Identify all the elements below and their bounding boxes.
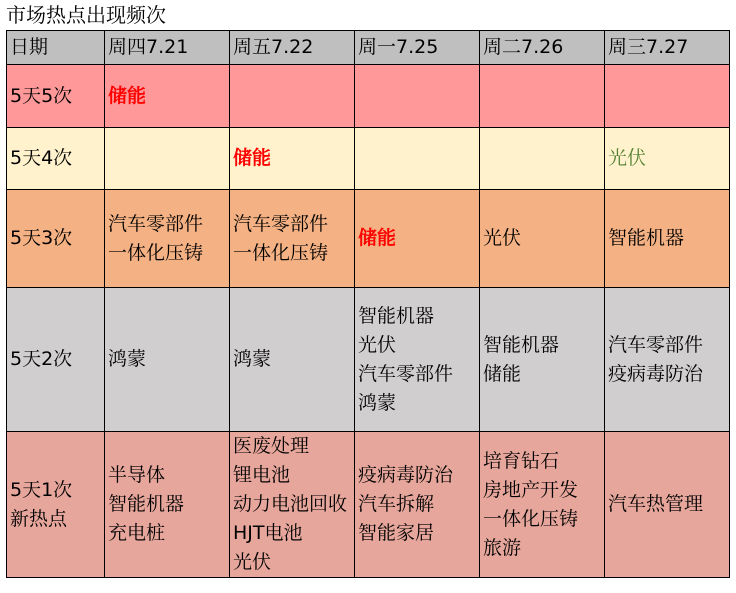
table-cell — [230, 65, 355, 128]
hotspot-item: 培育钻石 — [483, 449, 560, 472]
row-label-cell — [7, 128, 105, 190]
table-cell — [105, 288, 230, 432]
hotspot-frequency-table — [6, 30, 730, 578]
row-label-cell — [7, 288, 105, 432]
hotspot-item: 储能 — [108, 84, 147, 107]
hotspot-item: 鸿蒙 — [108, 348, 147, 370]
hotspot-item: 鸿蒙 — [233, 348, 272, 370]
table-row — [7, 288, 730, 432]
row-label: 5天5次 — [10, 84, 73, 107]
table-cell — [480, 288, 605, 432]
row-label: 5天2次 — [10, 348, 73, 370]
header-cell-day4: 周二7.26 — [480, 31, 605, 65]
hotspot-item: 锂电池 — [233, 464, 291, 486]
table-cell — [355, 190, 480, 288]
hotspot-item: 半导体 — [108, 464, 166, 486]
table-cell — [105, 128, 230, 190]
header-cell-day2: 周五7.22 — [230, 31, 355, 65]
table-cell — [605, 190, 730, 288]
table-cell — [605, 432, 730, 578]
hotspot-item: 疫病毒防治 — [358, 464, 454, 486]
table-cell — [230, 432, 355, 578]
table-cell — [105, 190, 230, 288]
row-label-cell — [7, 65, 105, 128]
hotspot-item: 汽车零部件 — [608, 333, 704, 356]
table-cell — [480, 432, 605, 578]
table-cell — [230, 288, 355, 432]
hotspot-item: 医废处理 — [233, 435, 310, 457]
hotspot-item: 疫病毒防治 — [608, 362, 704, 385]
table-row — [7, 128, 730, 190]
table-cell — [355, 65, 480, 128]
hotspot-item: 光伏 — [483, 227, 522, 249]
hotspot-item: HJT电池 — [233, 522, 303, 544]
hotspot-item: 旅游 — [483, 536, 522, 559]
hotspot-item: 汽车零部件 — [233, 212, 329, 235]
table-cell — [230, 190, 355, 288]
row-label: 新热点 — [10, 507, 68, 530]
table-cell — [605, 128, 730, 190]
hotspot-item: 充电桩 — [108, 522, 166, 544]
header-cell-date: 日期 — [7, 31, 105, 65]
hotspot-item: 光伏 — [233, 551, 272, 573]
hotspot-item: 一体化压铸 — [108, 241, 204, 264]
table-cell — [605, 65, 730, 128]
hotspot-item: 动力电池回收 — [233, 493, 348, 515]
hotspot-item: 智能机器 — [108, 493, 185, 515]
hotspot-item: 储能 — [233, 147, 272, 169]
table-cell — [355, 128, 480, 190]
header-row — [7, 31, 730, 65]
table-row — [7, 65, 730, 128]
hotspot-item: 光伏 — [608, 147, 647, 169]
hotspot-item: 智能机器 — [483, 333, 560, 356]
row-label: 5天1次 — [10, 478, 73, 501]
header-cell-day1: 周四7.21 — [105, 31, 230, 65]
header-cell-day3: 周一7.25 — [355, 31, 480, 65]
table-cell — [355, 432, 480, 578]
table-cell — [480, 190, 605, 288]
table-cell — [355, 288, 480, 432]
hotspot-item: 一体化压铸 — [483, 507, 579, 530]
table-cell — [480, 65, 605, 128]
hotspot-item: 鸿蒙 — [358, 391, 397, 414]
hotspot-item: 一体化压铸 — [233, 241, 329, 264]
hotspot-item: 汽车拆解 — [358, 493, 435, 515]
hotspot-item: 房地产开发 — [483, 478, 579, 501]
row-label-cell — [7, 190, 105, 288]
hotspot-item: 汽车零部件 — [358, 362, 454, 385]
hotspot-item: 储能 — [483, 362, 522, 385]
hotspot-item: 智能机器 — [358, 304, 435, 327]
table-title: 市场热点出现频次 — [6, 3, 166, 27]
table-cell — [105, 65, 230, 128]
table-cell — [605, 288, 730, 432]
hotspot-item: 汽车零部件 — [108, 212, 204, 235]
row-label: 5天3次 — [10, 227, 73, 249]
header-cell-day5: 周三7.27 — [605, 31, 730, 65]
table-row — [7, 432, 730, 578]
hotspot-item: 光伏 — [358, 333, 397, 356]
hotspot-item: 储能 — [358, 227, 397, 249]
row-label: 5天4次 — [10, 147, 73, 169]
hotspot-item: 汽车热管理 — [608, 493, 704, 515]
hotspot-item: 智能机器 — [608, 227, 685, 249]
table-cell — [230, 128, 355, 190]
hotspot-item: 智能家居 — [358, 522, 435, 544]
table-cell — [105, 432, 230, 578]
row-label-cell — [7, 432, 105, 578]
table-cell — [480, 128, 605, 190]
table-row — [7, 190, 730, 288]
